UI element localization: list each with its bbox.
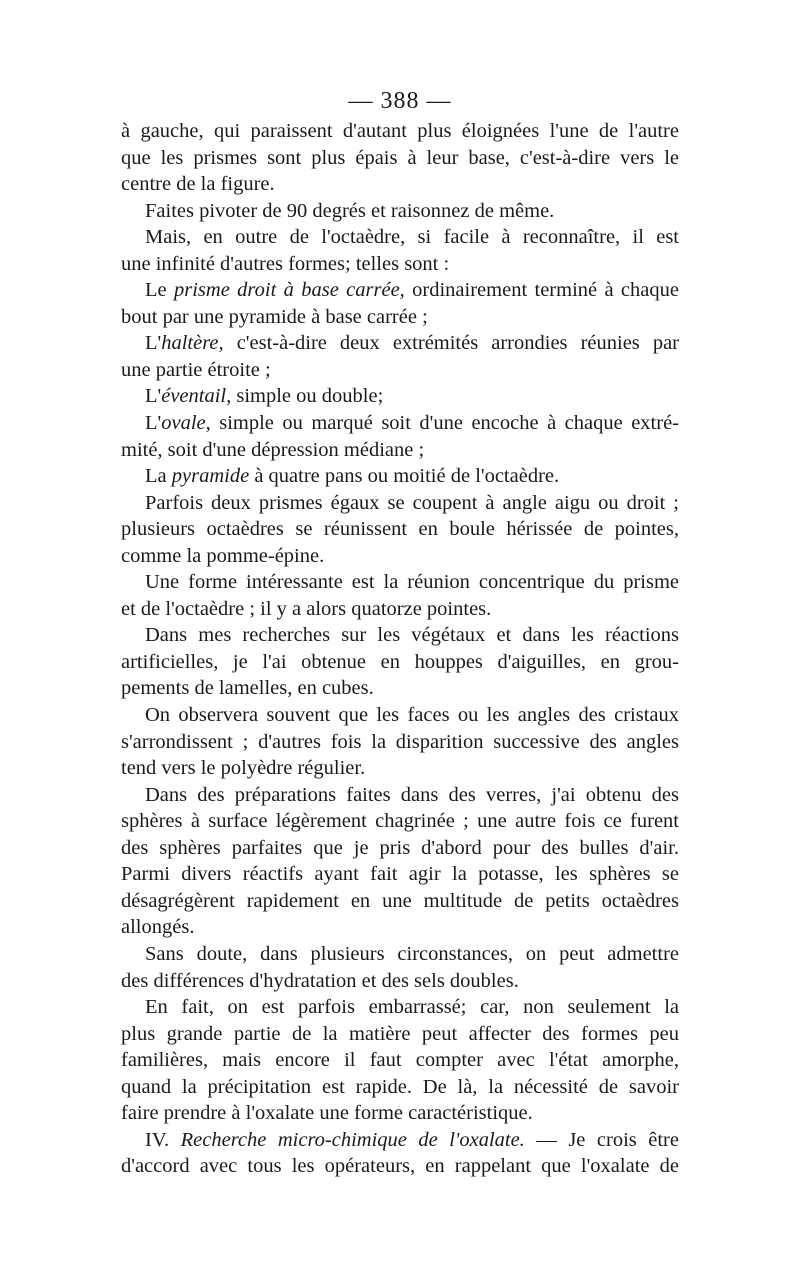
text-line xyxy=(121,463,679,490)
text-line xyxy=(121,729,679,756)
text-line xyxy=(121,569,679,596)
text-segment: bout par une pyramide à base carrée ; xyxy=(121,305,428,328)
text-segment: En fait, on est parfois embarrassé; car, non seulement la xyxy=(145,996,679,1019)
text-segment: L' xyxy=(145,332,162,355)
text-segment: c'est-à-dire deux extrémités arrondies réunies par xyxy=(223,332,679,355)
text-line xyxy=(121,330,679,357)
text-line xyxy=(121,622,679,649)
text-segment: On observera souvent que les faces ou les angles des cristaux xyxy=(145,704,679,727)
text-line xyxy=(121,516,679,543)
text-segment: ordinairement terminé à chaque xyxy=(404,279,679,302)
text-line xyxy=(121,171,679,198)
text-segment: Le xyxy=(145,279,174,302)
text-segment: et de l'octaèdre ; il y a alors quatorze pointes. xyxy=(121,597,492,620)
text-segment: des sphères parfaites que je pris d'abord pour des bulles d'air. xyxy=(121,836,679,859)
text-line xyxy=(121,596,679,623)
italic-text: ovale, xyxy=(161,412,211,435)
text-segment: Mais, en outre de l'octaèdre, si facile à reconnaître, il est xyxy=(145,226,679,249)
text-line xyxy=(121,968,679,995)
text-line xyxy=(121,675,679,702)
text-segment: quand la précipitation est rapide. De là, la nécessité de savoir xyxy=(121,1075,679,1098)
text-line xyxy=(121,410,679,437)
text-line xyxy=(121,383,679,410)
text-line xyxy=(121,357,679,384)
text-segment: Parfois deux prismes égaux se coupent à angle aigu ou droit ; xyxy=(145,491,679,514)
text-line xyxy=(121,490,679,517)
text-line xyxy=(121,224,679,251)
text-line xyxy=(121,808,679,835)
text-line xyxy=(121,914,679,941)
text-line xyxy=(121,702,679,729)
text-line xyxy=(121,437,679,464)
text-line xyxy=(121,1047,679,1074)
text-line xyxy=(121,835,679,862)
text-line xyxy=(121,145,679,172)
text-line xyxy=(121,1074,679,1101)
text-segment: désagrégèrent rapidement en une multitude de petits octaèdres xyxy=(121,889,679,912)
text-line xyxy=(121,941,679,968)
text-line xyxy=(121,888,679,915)
text-segment: Dans mes recherches sur les végétaux et dans les réactions xyxy=(145,624,679,647)
text-segment: faire prendre à l'oxalate une forme caractéristique. xyxy=(121,1102,533,1125)
text-line xyxy=(121,304,679,331)
text-segment: à gauche, qui paraissent d'autant plus éloignées l'une de l'autre xyxy=(121,120,679,142)
text-segment: Une forme intéressante est la réunion concentrique du prisme xyxy=(145,571,679,594)
italic-text: Recherche micro-chimique de l'oxalate. xyxy=(180,1128,525,1151)
text-segment: Parmi divers réactifs ayant fait agir la potasse, les sphères se xyxy=(121,863,679,886)
text-segment: que les prismes sont plus épais à leur base, c'est-à-dire vers le xyxy=(121,146,679,169)
italic-text: prisme droit à base carrée, xyxy=(173,279,405,302)
text-line xyxy=(121,1100,679,1127)
text-segment: IV. xyxy=(145,1128,181,1151)
text-segment: La xyxy=(145,465,172,488)
text-segment: L' xyxy=(145,385,162,408)
text-segment: simple ou marqué soit d'une encoche à chaque extré- xyxy=(210,412,679,435)
text-line xyxy=(121,543,679,570)
text-segment: une partie étroite ; xyxy=(121,358,271,381)
text-line xyxy=(121,198,679,225)
text-segment: centre de la figure. xyxy=(121,173,275,196)
text-segment: à quatre pans ou moitié de l'octaèdre. xyxy=(249,465,560,488)
italic-text: pyramide xyxy=(171,465,250,488)
text-segment: Dans des préparations faites dans des verres, j'ai obtenu des xyxy=(145,783,679,806)
text-line xyxy=(121,755,679,782)
text-segment: une infinité d'autres formes; telles sont : xyxy=(121,252,450,275)
text-segment: simple ou double; xyxy=(231,385,384,408)
text-line xyxy=(121,649,679,676)
text-segment: plus grande partie de la matière peut affecter des formes peu xyxy=(121,1022,679,1045)
text-segment: plusieurs octaèdres se réunissent en boule hérissée de pointes, xyxy=(121,518,679,541)
text-line xyxy=(121,118,679,145)
text-segment: L' xyxy=(145,412,162,435)
text-segment: allongés. xyxy=(121,916,195,939)
text-line xyxy=(121,1127,679,1154)
text-segment: Faites pivoter de 90 degrés et raisonnez de même. xyxy=(145,199,555,222)
text-segment: comme la pomme-épine. xyxy=(121,544,325,567)
text-segment: artificielles, je l'ai obtenue en houppes d'aiguilles, en grou- xyxy=(121,650,679,673)
text-segment: d'accord avec tous les opérateurs, en rappelant que l'oxalate de xyxy=(121,1155,679,1178)
italic-text: éventail, xyxy=(161,385,232,408)
page-number: — 388 — xyxy=(348,88,452,114)
text-line xyxy=(121,1021,679,1048)
text-line xyxy=(121,277,679,304)
text-line xyxy=(121,782,679,809)
text-line xyxy=(121,1153,679,1180)
text-line xyxy=(121,994,679,1021)
text-line xyxy=(121,861,679,888)
text-segment: sphères à surface légèrement chagrinée ; une autre fois ce furent xyxy=(121,810,679,833)
text-segment: s'arrondissent ; d'autres fois la disparition successive des angles xyxy=(121,730,679,753)
text-segment: familières, mais encore il faut compter avec l'état amorphe, xyxy=(121,1049,679,1072)
text-segment: — Je crois être xyxy=(524,1128,679,1151)
text-segment: des différences d'hydratation et des sels doubles. xyxy=(121,969,519,992)
text-segment: tend vers le polyèdre régulier. xyxy=(121,757,366,780)
text-segment: mité, soit d'une dépression médiane ; xyxy=(121,438,425,461)
text-line xyxy=(121,251,679,278)
text-segment: Sans doute, dans plusieurs circonstances, on peut admettre xyxy=(145,942,679,965)
italic-text: haltère, xyxy=(161,332,224,355)
body-text xyxy=(121,118,679,1180)
text-segment: pements de lamelles, en cubes. xyxy=(121,677,374,700)
